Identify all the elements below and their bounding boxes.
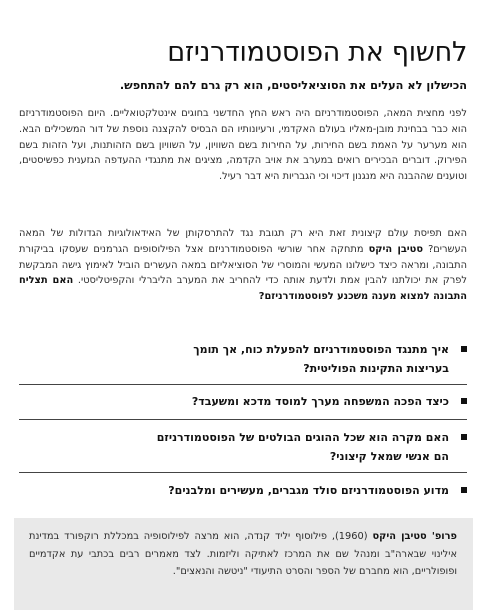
second-paragraph-rest: מתחקה אחר שורשי הפוסטמודרניזם אצל הפילוסופים הגרמנים שעסקו בביקורת התבונה, ומראה כיצד כישלונו המעשי והמוסרי של הסוציאליזם במאה העשרים הוביל לאימוץ גישה המבקשת לפרק את יכולתנו להבין אמת ולדעת אותה כדי להחריב את המערב הליברלי והקפיטליסטי. bbox=[19, 243, 467, 287]
subtitle: הכישלון לא העלים את הסוציאליסטים, הוא רק גרם להם להתחפש. bbox=[119, 79, 467, 92]
square-bullet-icon bbox=[461, 487, 467, 493]
square-bullet-icon bbox=[461, 346, 467, 352]
author-bio-name: פרופ' סטיבן היקס bbox=[372, 531, 457, 542]
divider bbox=[19, 384, 467, 385]
author-bio-text: (1960), פילוסוף יליד קנדה, הוא מרצה לפילוסופיה במכללת רוקפורד במדינת אילינוי שבארה"ב ומנהל שם את המרכז לאתיקה וליזמות. לצד מאמרים רבים בכתבי עת אקדמיים ופופולריים, הוא מחברם של הספר והסרט התיעודי "ניטשה והנאצים". bbox=[29, 531, 457, 577]
question-item bbox=[19, 340, 467, 378]
square-bullet-icon bbox=[461, 434, 467, 440]
question-item bbox=[19, 481, 467, 500]
question-text: איך מתנגד הפוסטמודרניזם להפעלת כוח, אך תומך בעריצות התקינות הפוליטית? bbox=[193, 343, 449, 375]
central-question: האם תצליח התבונה למצוא מענה משכנע לפוסטמודרניזם? bbox=[19, 275, 467, 303]
intro-paragraph: לפני מחצית המאה, הפוסטמודרניזם היה ראש החץ החדשני בחוגים אינטלקטואליים. היום הפוסטמודרניזם הוא כבר בבחינת מובן-מאליו בעולם האקדמי, ורעיונותיו הם הבסיס להקצנה נוספת של דור המשכילים הבא. הוא מערער על האמת בשם החירות, על החירות בשם השוויון, על השוויון בשם הזהותנות, ועל הזהות בשם הפירוק. דוברים הבכירים רואים במערב את אויב הקדמה, מציגים את מתנגדי ההעדפה הגזענית כפשיסטים, וטוענים שההבנה היא מנגנון דיכוי וכי הגבריות היא דבר רעיל. bbox=[19, 108, 467, 183]
page-title: לחשוף את הפוסטמודרניזם bbox=[167, 37, 467, 68]
question-text: האם מקרה הוא שכל ההוגים הבולטים של הפוסטמודרניזם הם אנשי שמאל קיצוני? bbox=[156, 431, 449, 463]
question-item bbox=[19, 392, 467, 411]
square-bullet-icon bbox=[461, 398, 467, 404]
question-item bbox=[19, 428, 467, 466]
second-paragraph-prefix: האם תפיסת עולם קיצונית זאת היא רק תגובת נגד להתרסקותן של האידאולוגיות הגדולות של המאה העשרים? bbox=[19, 228, 467, 255]
second-paragraph bbox=[19, 226, 467, 305]
author-bio bbox=[29, 528, 457, 581]
question-text: כיצד הפכה המשפחה מערך למוסד מדכא ומשעבד? bbox=[191, 395, 449, 408]
author-name-inline: סטיבן היקס bbox=[368, 243, 424, 255]
author-bio-box bbox=[14, 518, 473, 610]
question-text: מדוע הפוסטמודרניזם סולד מגברים, מעשירים ומלבנים? bbox=[168, 484, 449, 497]
divider bbox=[19, 419, 467, 420]
divider bbox=[19, 472, 467, 473]
